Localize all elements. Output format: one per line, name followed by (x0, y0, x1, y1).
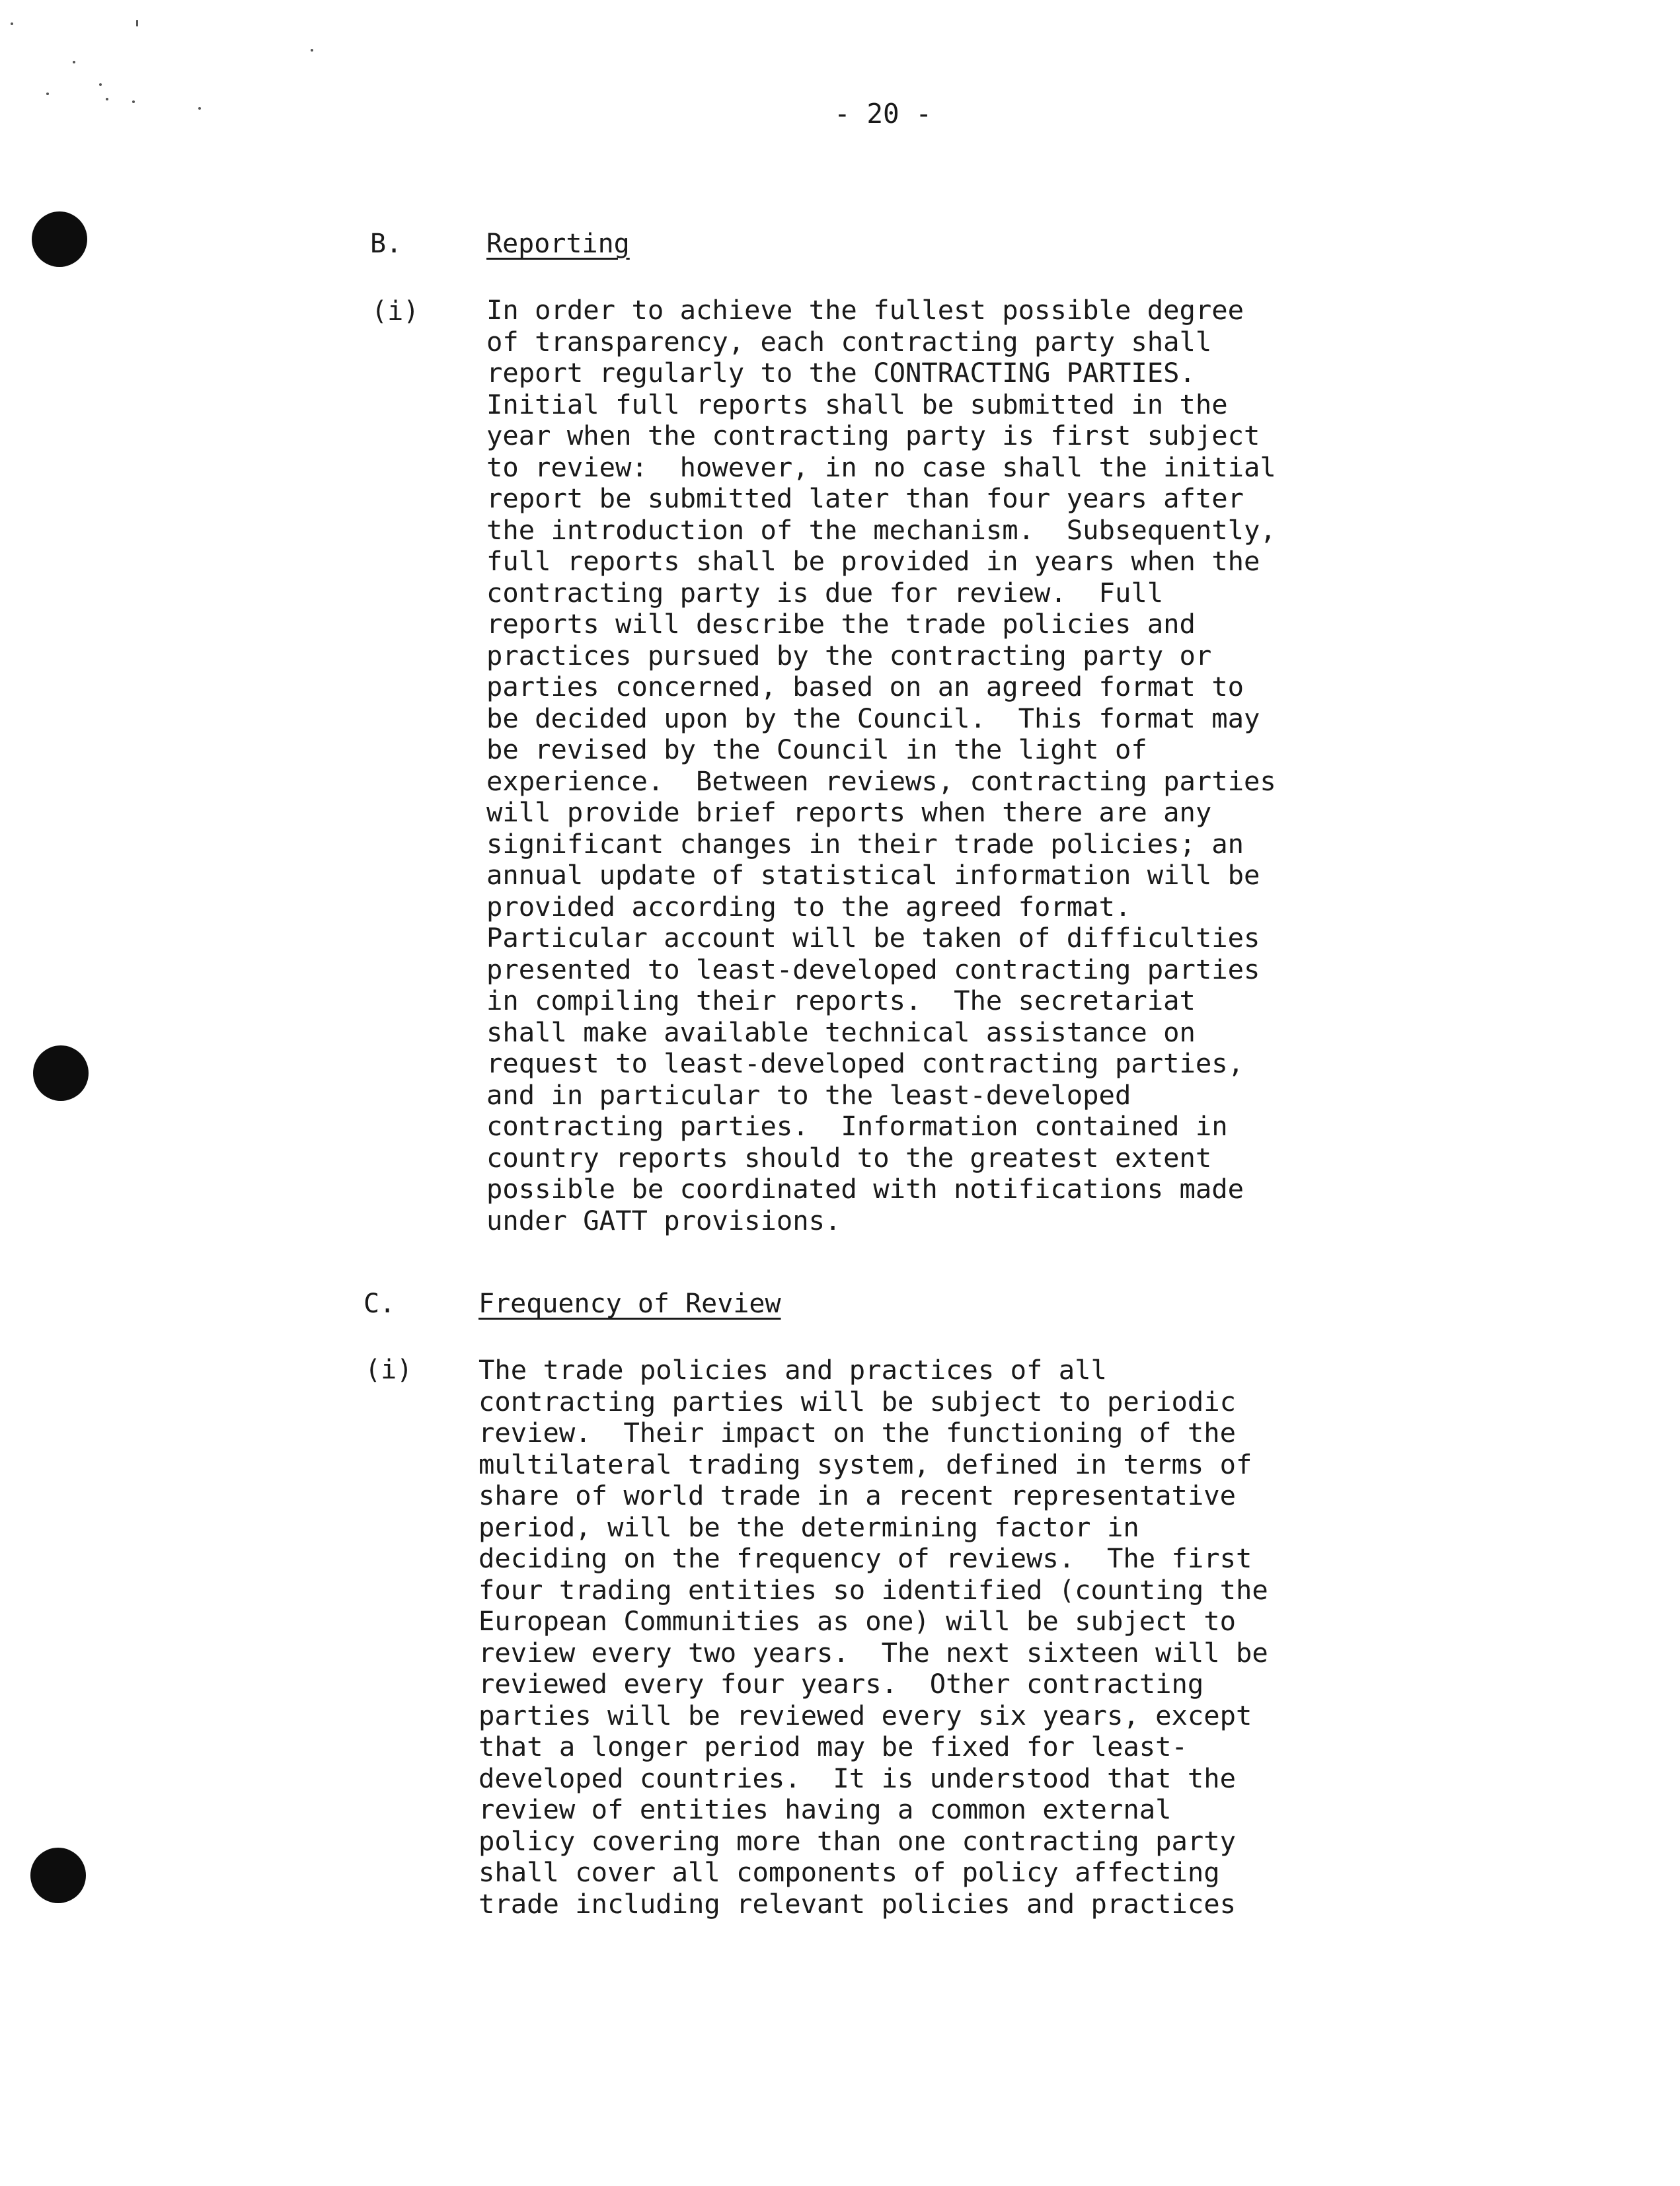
paragraph-line: parties concerned, based on an agreed format to (486, 671, 1244, 702)
paragraph-line: be revised by the Council in the light of (486, 734, 1147, 765)
section-c-letter: C. (363, 1289, 396, 1319)
paragraph-line: the introduction of the mechanism. Subsequently, (486, 513, 1276, 546)
punch-hole-middle (33, 1045, 89, 1101)
paragraph-line: share of world trade in a recent representative (478, 1480, 1237, 1511)
scan-speck (106, 98, 108, 100)
section-c-para-marker: (i) (365, 1355, 413, 1385)
page-number: - 20 - (834, 98, 933, 130)
paragraph-line: review of entities having a common external (478, 1793, 1172, 1825)
paragraph-line: and in particular to the least-developed (486, 1078, 1131, 1111)
section-b-title: Reporting (486, 229, 630, 259)
scan-speck (46, 93, 49, 95)
paragraph-line: Particular account will be taken of difficulties (486, 922, 1260, 954)
paragraph-line: full reports shall be provided in years when the (486, 545, 1260, 577)
scan-speck (11, 22, 13, 25)
paragraph-line: shall cover all components of policy affecting (478, 1856, 1220, 1888)
punch-hole-top (32, 211, 87, 267)
paragraph-line: reports will describe the trade policies and (486, 608, 1196, 640)
paragraph-line: trade including relevant policies and practices (478, 1887, 1237, 1920)
scan-speck (99, 83, 102, 86)
paragraph-line: In order to achieve the fullest possible degree (486, 294, 1244, 326)
scan-speck (136, 20, 138, 26)
paragraph-line: reviewed every four years. Other contracting (478, 1668, 1204, 1700)
section-c-paragraph (478, 1355, 1268, 1920)
paragraph-line: will provide brief reports when there are any (486, 796, 1212, 828)
paragraph-line: four trading entities so identified (counting the (478, 1573, 1268, 1606)
paragraph-line: report be submitted later than four years after (486, 482, 1244, 514)
paragraph-line: presented to least-developed contracting parties (486, 953, 1260, 985)
paragraph-line: Initial full reports shall be submitted in the (486, 388, 1228, 420)
paragraph-line: request to least-developed contracting parties, (486, 1047, 1244, 1079)
paragraph-line: in compiling their reports. The secretariat (486, 985, 1196, 1016)
scan-speck (311, 49, 313, 52)
paragraph-line: shall make available technical assistance on (486, 1016, 1196, 1048)
scan-speck (198, 107, 201, 110)
paragraph-line: significant changes in their trade policies; an (486, 827, 1244, 860)
paragraph-line: review. Their impact on the functioning of the (478, 1417, 1237, 1449)
paragraph-line: be decided upon by the Council. This format may (486, 702, 1260, 734)
paragraph-line: experience. Between reviews, contracting parties (486, 765, 1276, 797)
paragraph-line: year when the contracting party is first subject (486, 420, 1260, 451)
scan-speck (132, 100, 135, 103)
paragraph-line: parties will be reviewed every six years, except (478, 1699, 1252, 1731)
paragraph-line: country reports should to the greatest extent (486, 1141, 1212, 1174)
section-b-letter: B. (370, 229, 402, 259)
paragraph-line: that a longer period may be fixed for least- (478, 1731, 1188, 1762)
paragraph-line: contracting party is due for review. Full (486, 576, 1164, 609)
paragraph-line: practices pursued by the contracting party or (486, 639, 1212, 671)
paragraph-line: of transparency, each contracting party shall (486, 325, 1212, 358)
scan-speck (73, 61, 75, 63)
paragraph-line: The trade policies and practices of all (478, 1354, 1107, 1386)
punch-hole-bottom (30, 1848, 86, 1903)
section-b-para-marker: (i) (371, 296, 420, 326)
paragraph-line: annual update of statistical information will be (486, 859, 1260, 891)
paragraph-line: period, will be the determining factor in (478, 1511, 1139, 1543)
paragraph-line: to review: however, in no case shall the initial (486, 451, 1276, 483)
paragraph-line: contracting parties will be subject to periodic (478, 1385, 1237, 1417)
paragraph-line: developed countries. It is understood that the (478, 1762, 1237, 1794)
paragraph-line: review every two years. The next sixteen will be (478, 1636, 1268, 1669)
paragraph-line: under GATT provisions. (486, 1204, 841, 1236)
paragraph-line: deciding on the frequency of reviews. The first (478, 1542, 1252, 1574)
section-b-paragraph (486, 295, 1276, 1236)
section-c-title: Frequency of Review (478, 1289, 781, 1319)
paragraph-line: possible be coordinated with notifications made (486, 1173, 1244, 1205)
paragraph-line: contracting parties. Information contained in (486, 1110, 1228, 1142)
paragraph-line: European Communities as one) will be subject to (478, 1605, 1237, 1637)
paragraph-line: multilateral trading system, defined in terms of (478, 1448, 1252, 1480)
paragraph-line: report regularly to the CONTRACTING PARTIES. (486, 357, 1196, 389)
paragraph-line: provided according to the agreed format. (486, 890, 1131, 923)
paragraph-line: policy covering more than one contracting party (478, 1825, 1237, 1857)
